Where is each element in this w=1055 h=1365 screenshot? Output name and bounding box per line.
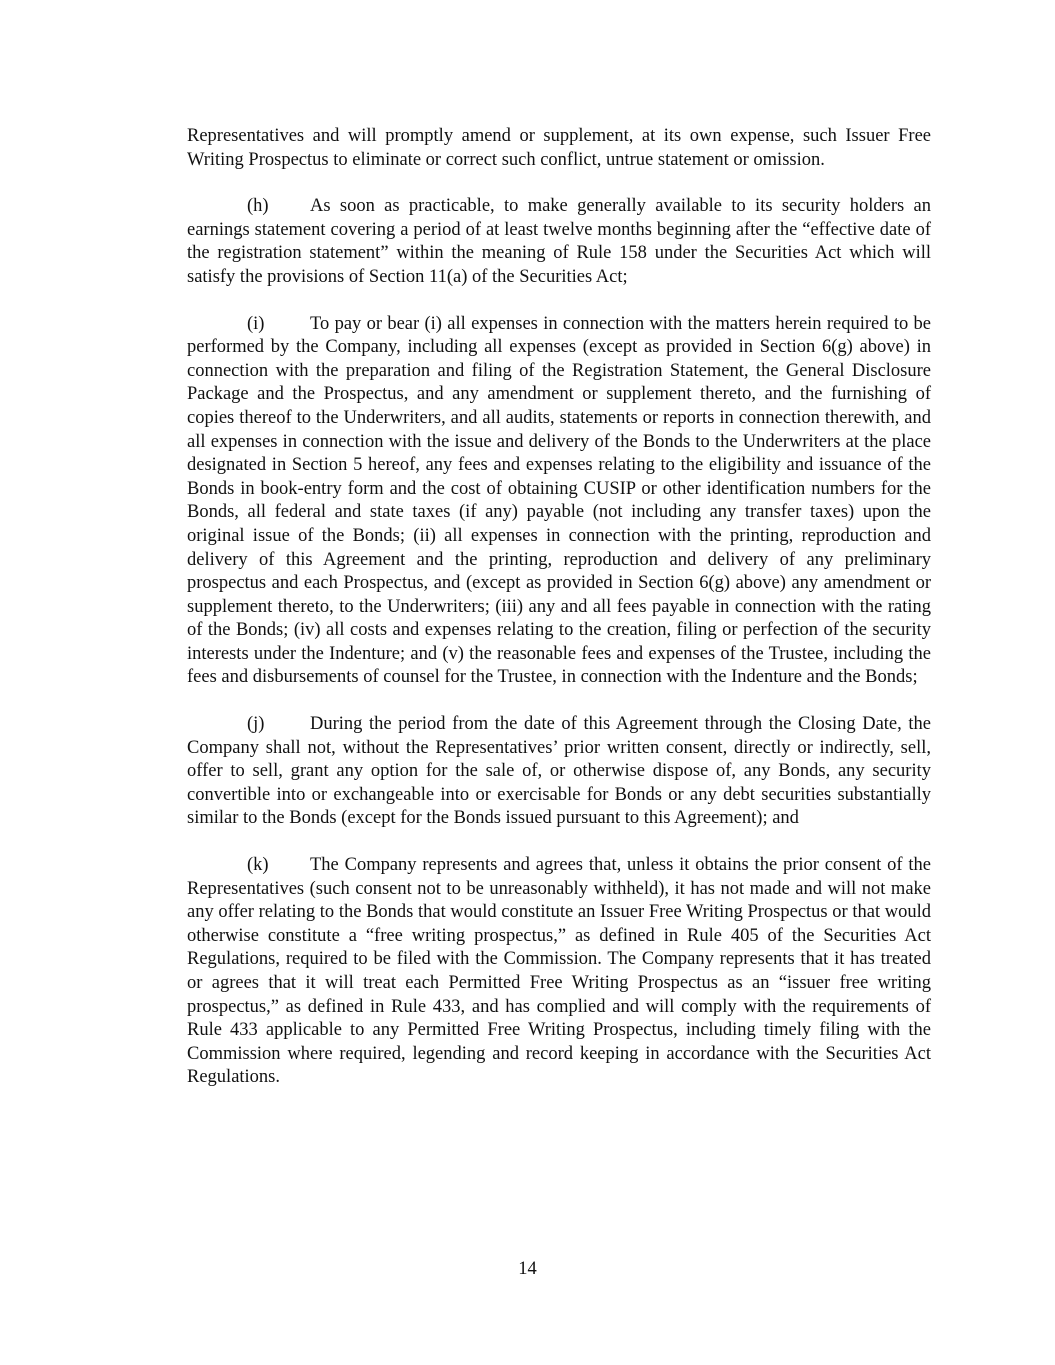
paragraph-text: To pay or bear (i) all expenses in connection with the matters herein required to be performed by the Company, including all expenses (except as provided in Section 6(g) above) in connection with the preparation and filing of the Registration Statement, the General Disclosure Package and the Prospectus, and any amendment or supplement thereto, and the furnishing of copies thereof to the Underwriters, and all audits, statements or reports in connection therewith, and all expenses in connection with the issue and delivery of the Bonds to the Underwriters at the place designated in Section 5 hereof, any fees and expenses relating to the eligibility and issuance of the Bonds in book-entry form and the cost of obtaining CUSIP or other identification numbers for the Bonds, all federal and state taxes (if any) payable (not including any transfer taxes) upon the original issue of the Bonds; (ii) all expenses in connection with the printing, reproduction and delivery of this Agreement and the printing, reproduction and delivery of any preliminary prospectus and each Prospectus, and (except as provided in Section 6(g) above) any amendment or supplement thereto, to the Underwriters; (iii) any and all fees payable in connection with the rating of the Bonds; (iv) all costs and expenses relating to the creation, filing or perfection of the security interests under the Indenture; and (v) the reasonable fees and expenses of the Trustee, including the fees and disbursements of counsel for the Trustee, in connection with the Indenture and the Bonds; [187, 313, 931, 688]
paragraph-k [187, 854, 931, 1090]
paragraph-text: The Company represents and agrees that, unless it obtains the prior consent of the Representatives (such consent not to be unreasonably withheld), it has not made and will not make any offer relating to the Bonds that would constitute an Issuer Free Writing Prospectus or that would otherwise constitute a “free writing prospectus,” as defined in Rule 405 of the Securities Act Regulations, required to be filed with the Commission. The Company represents that it has treated or agrees that it will treat each Permitted Free Writing Prospectus as an “issuer free writing prospectus,” as defined in Rule 433, and has complied and will comply with the requirements of Rule 433 applicable to any Permitted Free Writing Prospectus, including timely filing with the Commission where required, legending and record keeping in accordance with the Securities Act Regulations. [187, 855, 931, 1088]
paragraph-label: (k) [247, 855, 269, 876]
paragraph-text: As soon as practicable, to make generally available to its security holders an earnings statement covering a period of at least twelve months beginning after the “effective date of the registration statement” within the meaning of Rule 158 under the Securities Act which will satisfy the provisions of Section 11(a) of the Securities Act; [187, 196, 931, 287]
paragraph-label: (h) [247, 196, 269, 217]
paragraph-h [187, 195, 931, 289]
document-page [187, 125, 931, 1113]
paragraph-label: (j) [247, 714, 265, 735]
paragraph-j [187, 713, 931, 831]
paragraph-label: (i) [247, 313, 265, 334]
paragraph-text: Representatives and will promptly amend or supplement, at its own expense, such Issuer Free Writing Prospectus to eliminate or correct such conflict, untrue statement or omission. [187, 126, 931, 170]
paragraph-continuation [187, 125, 931, 172]
paragraph-i [187, 313, 931, 691]
paragraph-text: During the period from the date of this Agreement through the Closing Date, the Company shall not, without the Representatives’ prior written consent, directly or indirectly, sell, offer to sell, grant any option for the sale of, or otherwise dispose of, any Bonds, any security convertible into or exchangeable into or exercisable for Bonds or any debt securities substantially similar to the Bonds (except for the Bonds issued pursuant to this Agreement); and [187, 714, 931, 829]
page-number: 14 [518, 1259, 537, 1279]
